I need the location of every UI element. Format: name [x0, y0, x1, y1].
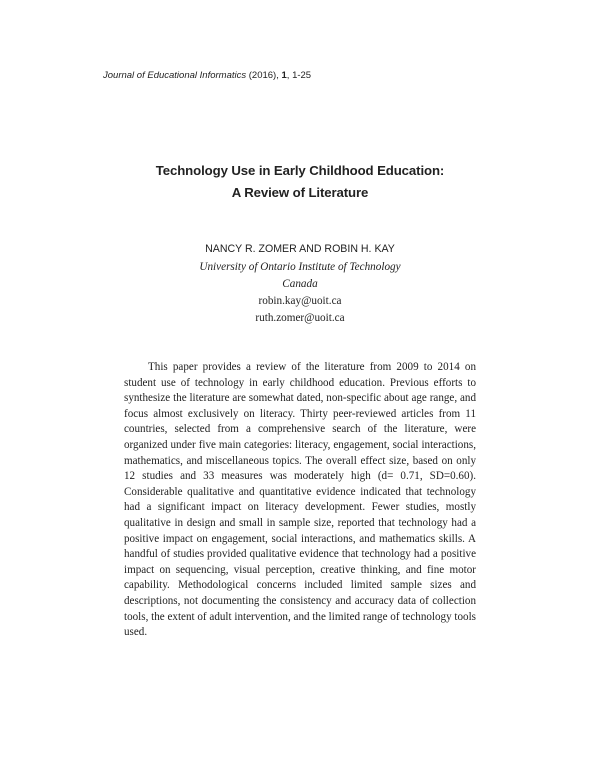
author-email-2: ruth.zomer@uoit.ca [255, 312, 345, 324]
paper-title-line-2: A Review of Literature [231, 185, 369, 200]
abstract-paragraph: This paper provides a review of the literature from 2009 to 2014 on student use of technology in early childhood education. Previous efforts to synthesize the literature are somewhat dated, non-specific about age range, and focus almost exclusively on literacy. Thirty peer-reviewed articles from 11 countries, selected from a comprehensive search of the literature, were organized under five main categories: literacy, engagement, social interactions, mathematics, and miscellaneous topics. The overall effect size, based on only 12 studies and 33 measures was moderately high (d= 0.71, SD=0.60). Considerable qualitative and quantitative evidence indicated that technology had a significant impact on literacy development. Fewer studies, mostly qualitative in design and small in sample size, reported that technology had a positive impact on engagement, social interactions, and mathematics skills. A handful of studies provided qualitative evidence that technology had a positive impact on sequencing, visual perception, creative thinking, and fine motor capability. Methodological concerns included limited sample sizes and descriptions, not documenting the consistency and accuracy data of collection tools, the extent of adult intervention, and the limited range of technology tools used. [124, 361, 476, 639]
journal-volume: 1 [281, 70, 287, 81]
author-country: Canada [282, 278, 318, 290]
paper-title-line-1: Technology Use in Early Childhood Education: [155, 163, 445, 178]
author-email-1: robin.kay@uoit.ca [258, 295, 342, 307]
journal-year: (2016), [246, 70, 282, 81]
journal-citation [103, 70, 311, 81]
journal-name: Journal of Educational Informatics [103, 70, 247, 81]
author-institution: University of Ontario Institute of Technology [199, 261, 401, 273]
journal-pages: , 1-25 [286, 70, 312, 81]
author-names: NANCY R. ZOMER AND ROBIN H. KAY [205, 243, 395, 255]
